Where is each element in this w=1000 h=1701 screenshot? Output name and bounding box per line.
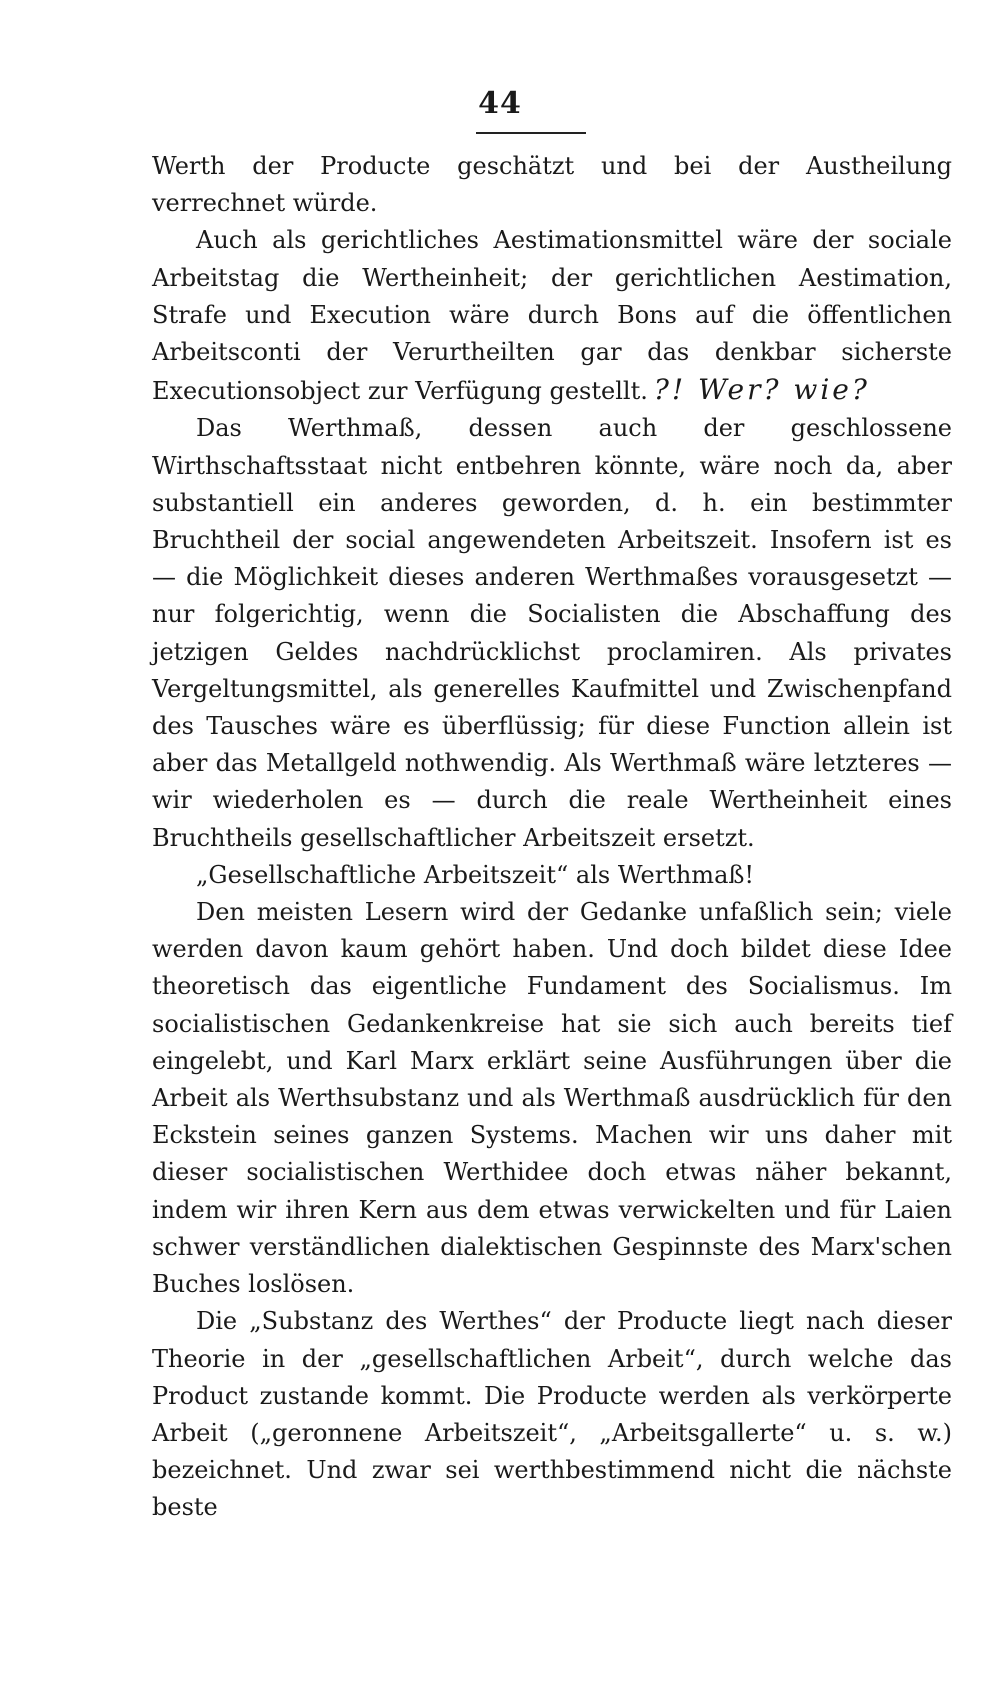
paragraph-1 [152,148,952,222]
paragraph-3-text: Das Werthmaß, dessen auch der geschlossene Wirthschaftsstaat nicht entbehren könnte, wäre noch da, aber substantiell ein anderes geworden, d. h. ein bestimmter Bruchtheil der social angewendeten Arbeitszeit. Insofern ist es — die Möglichkeit dieses anderen Werthmaßes vorausgesetzt — nur folgerichtig, wenn die Socialisten die Abschaffung des jetzigen Geldes nachdrücklichst proclamiren. Als privates Vergeltungsmittel, als generelles Kaufmittel und Zwischenpfand des Tausches wäre es überflüssig; für diese Function allein ist aber das Metallgeld nothwendig. Als Werthmaß wäre letzteres — wir wiederholen es — durch die reale Wertheinheit eines Bruchtheils gesellschaftlicher Arbeitszeit ersetzt. [152,414,952,852]
paragraph-4-heading [152,857,952,894]
paragraph-6 [152,1303,952,1526]
paragraph-2-text: Auch als gerichtliches Aestimationsmittel wäre der sociale Arbeitstag die Wertheinheit; der gerichtlichen Aestimation, Strafe und Execution wäre durch Bons auf die öffentlichen Arbeitsconti der Verurtheilten gar das denkbar sicherste Executionsobject zur Verfügung gestellt. [152,226,952,406]
paragraph-2 [152,222,952,410]
paragraph-5 [152,894,952,1303]
page-number: 44 [478,86,522,121]
page-number-rule [476,132,586,134]
paragraph-3 [152,410,952,856]
paragraph-5-text: Den meisten Lesern wird der Gedanke unfaßlich sein; viele werden davon kaum gehört haben. Und doch bildet diese Idee theoretisch das eigentliche Fundament des Socialismus. Im socialistischen Gedankenkreise hat sie sich auch bereits tief eingelebt, und Karl Marx erklärt seine Ausführungen über die Arbeit als Werthsubstanz und als Werthmaß ausdrücklich für den Eckstein seines ganzen Systems. Machen wir uns daher mit dieser socialistischen Werthidee doch etwas näher bekannt, indem wir ihren Kern aus dem etwas verwickelten und für Laien schwer verständlichen dialektischen Gespinnste des Marx'schen Buches loslösen. [152,898,952,1299]
paragraph-6-text: Die „Substanz des Werthes“ der Producte liegt nach dieser Theorie in der „gesellschaftlichen Arbeit“, durch welche das Product zustande kommt. Die Producte werden als verkörperte Arbeit („geronnene Arbeitszeit“, „Arbeitsgallerte“ u. s. w.) bezeichnet. Und zwar sei werthbestimmend nicht die nächste beste [152,1307,952,1522]
handwritten-marginal-note: ?! Wer? wie? [653,373,870,407]
paragraph-1-text: Werth der Producte geschätzt und bei der Austheilung verrechnet würde. [152,152,952,218]
paragraph-4-text: „Gesellschaftliche Arbeitszeit“ als Werthmaß! [196,860,755,889]
text-block [152,148,952,1527]
